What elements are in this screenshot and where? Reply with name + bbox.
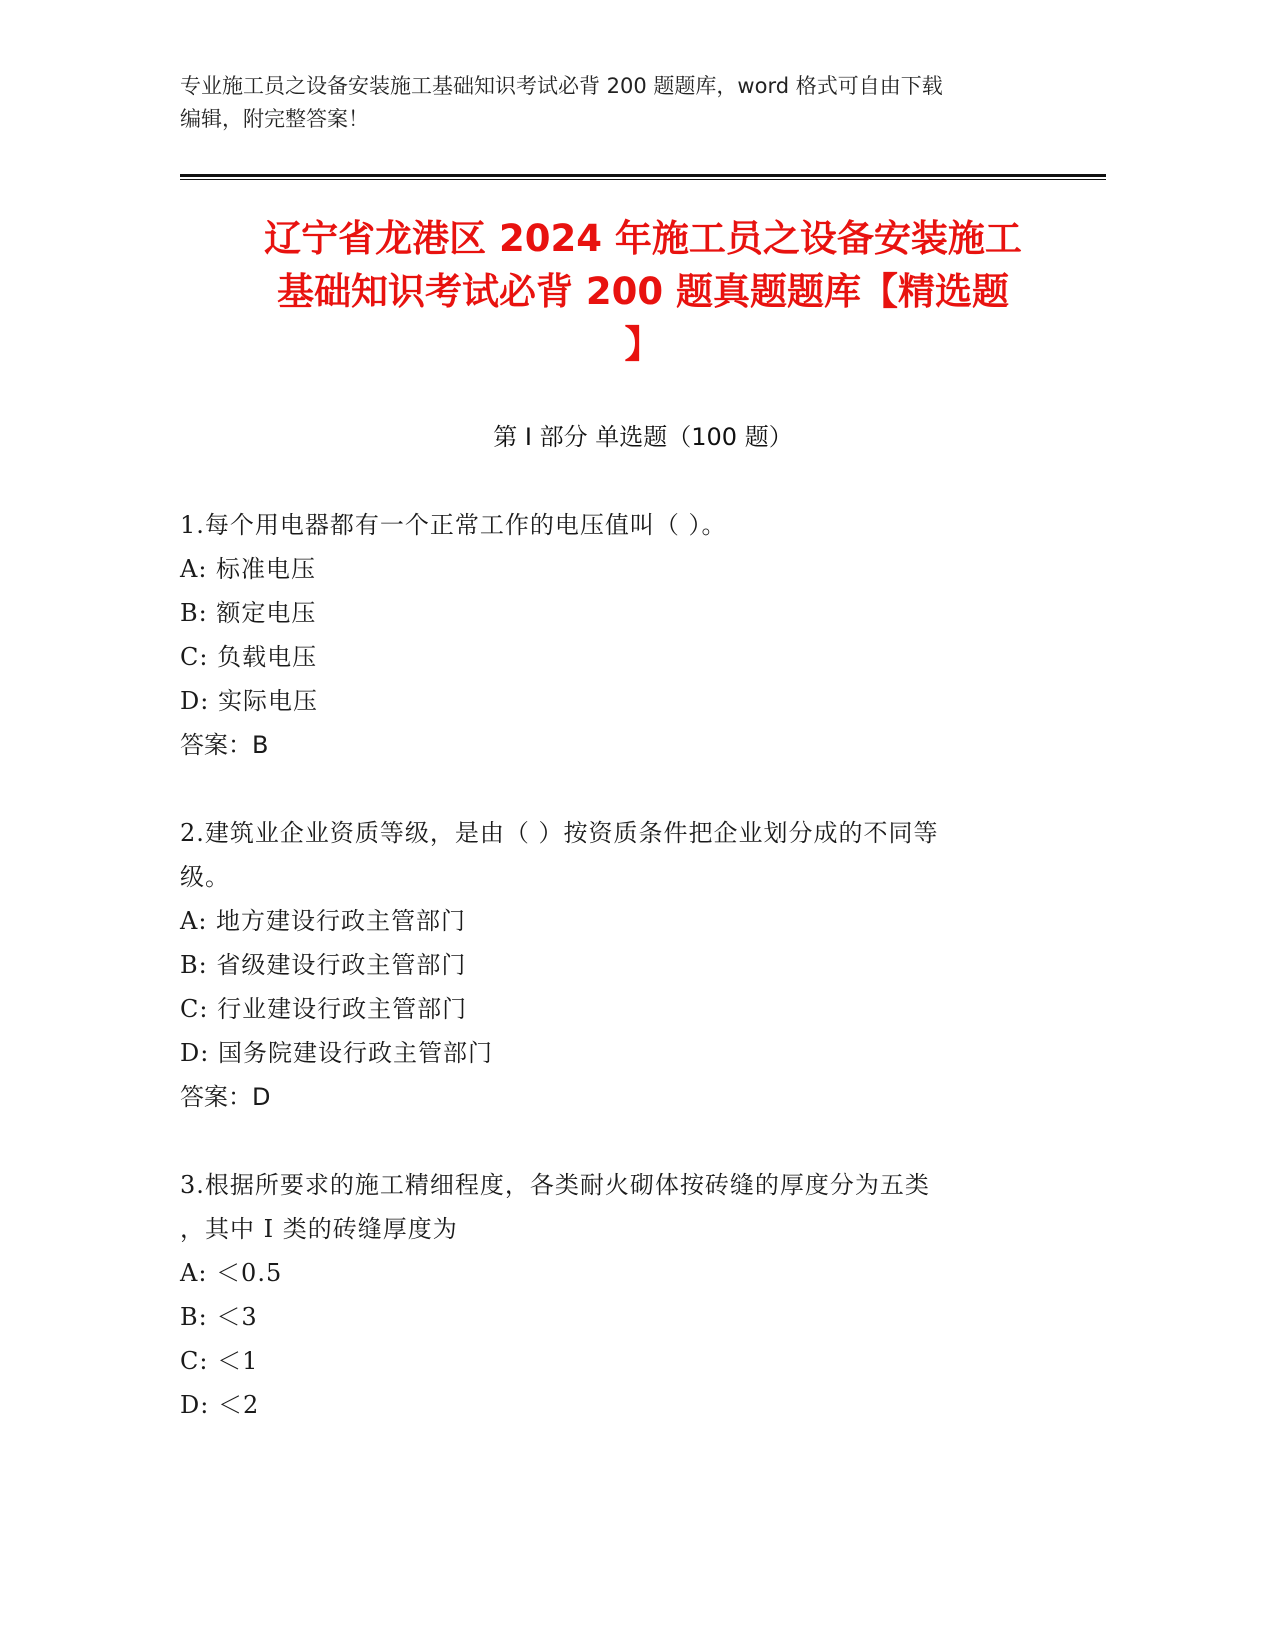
section-title: 第 I 部分 单选题（100 题） (493, 423, 793, 451)
option-a: A: 地方建设行政主管部门 (180, 907, 467, 935)
option-b: B: 省级建设行政主管部门 (180, 951, 467, 979)
option-d: D: 实际电压 (180, 687, 318, 715)
document-title-line-3: 】 (624, 323, 662, 366)
question-list (180, 503, 1040, 1471)
header-rule-thin (180, 179, 1106, 180)
document-title-line-2: 基础知识考试必背 200 题真题题库【精选题 (277, 270, 1009, 313)
header-rule-thick (180, 174, 1106, 177)
answer: 答案：B (180, 731, 269, 759)
question-2 (180, 811, 1040, 1119)
header-note (180, 70, 1040, 136)
option-b: B: ＜3 (180, 1303, 258, 1331)
header-note-line-2: 编辑，附完整答案！ (180, 107, 369, 131)
question-stem: 2.建筑业企业资质等级，是由（ ）按资质条件把企业划分成的不同等 (180, 819, 939, 847)
question-stem: 3.根据所要求的施工精细程度，各类耐火砌体按砖缝的厚度分为五类 (180, 1171, 930, 1199)
option-c: C: 行业建设行政主管部门 (180, 995, 468, 1023)
question-1 (180, 503, 1040, 767)
document-title-line-1: 辽宁省龙港区 2024 年施工员之设备安装施工 (264, 217, 1022, 260)
question-stem: 1.每个用电器都有一个正常工作的电压值叫（ ）。 (180, 511, 727, 539)
question-stem-continued: 级。 (180, 863, 230, 891)
option-d: D: 国务院建设行政主管部门 (180, 1039, 493, 1067)
answer: 答案：D (180, 1083, 271, 1111)
option-c: C: ＜1 (180, 1347, 259, 1375)
document-title (180, 212, 1106, 371)
header-note-line-1: 专业施工员之设备安装施工基础知识考试必背 200 题题库，word 格式可自由下载 (180, 74, 943, 98)
option-c: C: 负载电压 (180, 643, 318, 671)
option-a: A: ＜0.5 (180, 1259, 283, 1287)
question-3 (180, 1163, 1040, 1427)
option-d: D: ＜2 (180, 1391, 260, 1419)
option-a: A: 标准电压 (180, 555, 317, 583)
question-stem-continued: ，其中 I 类的砖缝厚度为 (180, 1215, 458, 1243)
option-b: B: 额定电压 (180, 599, 317, 627)
